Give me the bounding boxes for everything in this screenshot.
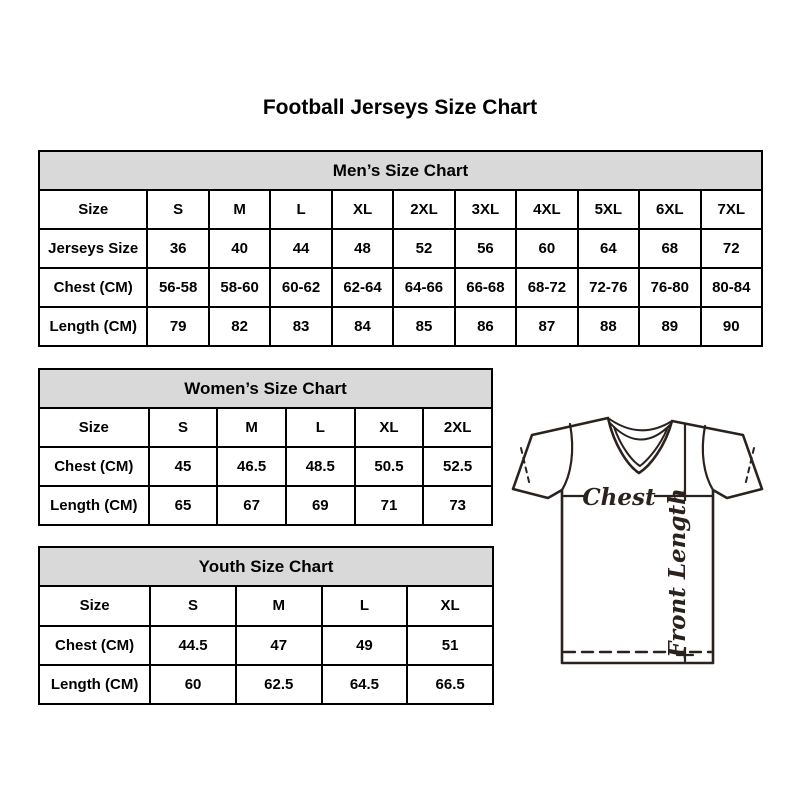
mens-cell: M	[209, 190, 270, 229]
mens-cell: 79	[147, 307, 208, 346]
youth-cell: XL	[407, 586, 493, 625]
front-length-label: Front Length	[664, 488, 691, 658]
youth-cell: 60	[150, 665, 236, 704]
youth-row-header: Size	[39, 586, 150, 625]
womens-cell: 2XL	[423, 408, 492, 447]
youth-table-row	[39, 586, 493, 625]
mens-cell: 60-62	[270, 268, 331, 307]
mens-cell: L	[270, 190, 331, 229]
mens-cell: 60	[516, 229, 577, 268]
mens-cell: 66-68	[455, 268, 516, 307]
womens-row-header: Chest (CM)	[39, 447, 149, 486]
mens-cell: 72-76	[578, 268, 639, 307]
mens-cell: 88	[578, 307, 639, 346]
womens-row-header: Length (CM)	[39, 486, 149, 525]
left-sleeve-seam	[562, 424, 572, 490]
mens-cell: 52	[393, 229, 454, 268]
mens-cell: 90	[701, 307, 762, 346]
collar-arc-outer	[608, 418, 672, 430]
mens-cell: 89	[639, 307, 700, 346]
chest-label: Chest	[582, 484, 656, 511]
mens-table-row	[39, 229, 762, 268]
mens-cell: 44	[270, 229, 331, 268]
youth-cell: 62.5	[236, 665, 322, 704]
mens-cell: 62-64	[332, 268, 393, 307]
mens-table-row	[39, 268, 762, 307]
mens-cell: 83	[270, 307, 331, 346]
mens-cell: 84	[332, 307, 393, 346]
jersey-body-outline	[513, 418, 762, 663]
mens-cell: 48	[332, 229, 393, 268]
youth-cell: 51	[407, 626, 493, 665]
womens-cell: L	[286, 408, 355, 447]
right-sleeve-seam	[703, 426, 713, 490]
mens-cell: 56-58	[147, 268, 208, 307]
mens-cell: 64	[578, 229, 639, 268]
youth-cell: 47	[236, 626, 322, 665]
mens-cell: 76-80	[639, 268, 700, 307]
mens-cell: S	[147, 190, 208, 229]
mens-cell: 5XL	[578, 190, 639, 229]
mens-cell: 85	[393, 307, 454, 346]
mens-cell: 68-72	[516, 268, 577, 307]
youth-cell: S	[150, 586, 236, 625]
youth-cell: 66.5	[407, 665, 493, 704]
womens-cell: 65	[149, 486, 218, 525]
womens-table-row	[39, 486, 492, 525]
page-title: Football Jerseys Size Chart	[262, 96, 538, 119]
mens-size-table	[38, 150, 763, 347]
mens-cell: 87	[516, 307, 577, 346]
youth-size-table	[38, 546, 494, 705]
womens-cell: 52.5	[423, 447, 492, 486]
mens-cell: 40	[209, 229, 270, 268]
womens-cell: 50.5	[355, 447, 424, 486]
youth-table-header-row	[39, 547, 493, 586]
mens-row-header: Size	[39, 190, 147, 229]
mens-cell: 3XL	[455, 190, 516, 229]
mens-row-header: Chest (CM)	[39, 268, 147, 307]
mens-table-title: Men’s Size Chart	[39, 151, 762, 190]
womens-cell: XL	[355, 408, 424, 447]
youth-table-row	[39, 665, 493, 704]
youth-cell: M	[236, 586, 322, 625]
womens-size-table	[38, 368, 493, 525]
mens-cell: 64-66	[393, 268, 454, 307]
womens-cell: S	[149, 408, 218, 447]
mens-cell: 2XL	[393, 190, 454, 229]
mens-cell: 72	[701, 229, 762, 268]
mens-row-header: Length (CM)	[39, 307, 147, 346]
jersey-measurement-diagram	[500, 405, 780, 680]
mens-row-header: Jerseys Size	[39, 229, 147, 268]
youth-cell: 64.5	[322, 665, 408, 704]
mens-cell: 4XL	[516, 190, 577, 229]
mens-cell: 68	[639, 229, 700, 268]
womens-cell: 67	[217, 486, 286, 525]
mens-cell: XL	[332, 190, 393, 229]
mens-cell: 86	[455, 307, 516, 346]
youth-cell: 49	[322, 626, 408, 665]
mens-cell: 82	[209, 307, 270, 346]
jersey-outline-drawing	[500, 405, 780, 680]
womens-table-title: Women’s Size Chart	[39, 369, 492, 408]
youth-table-row	[39, 626, 493, 665]
youth-cell: 44.5	[150, 626, 236, 665]
mens-cell: 80-84	[701, 268, 762, 307]
womens-cell: 46.5	[217, 447, 286, 486]
womens-cell: 71	[355, 486, 424, 525]
womens-table-row	[39, 447, 492, 486]
mens-table-header-row	[39, 151, 762, 190]
mens-table-row	[39, 307, 762, 346]
womens-table-row	[39, 408, 492, 447]
youth-table-title: Youth Size Chart	[39, 547, 493, 586]
mens-cell: 7XL	[701, 190, 762, 229]
mens-table-row	[39, 190, 762, 229]
womens-cell: 48.5	[286, 447, 355, 486]
womens-cell: 73	[423, 486, 492, 525]
mens-cell: 58-60	[209, 268, 270, 307]
youth-row-header: Chest (CM)	[39, 626, 150, 665]
womens-row-header: Size	[39, 408, 149, 447]
womens-table-header-row	[39, 369, 492, 408]
womens-cell: 45	[149, 447, 218, 486]
womens-cell: 69	[286, 486, 355, 525]
mens-cell: 36	[147, 229, 208, 268]
youth-cell: L	[322, 586, 408, 625]
youth-row-header: Length (CM)	[39, 665, 150, 704]
mens-cell: 6XL	[639, 190, 700, 229]
mens-cell: 56	[455, 229, 516, 268]
womens-cell: M	[217, 408, 286, 447]
